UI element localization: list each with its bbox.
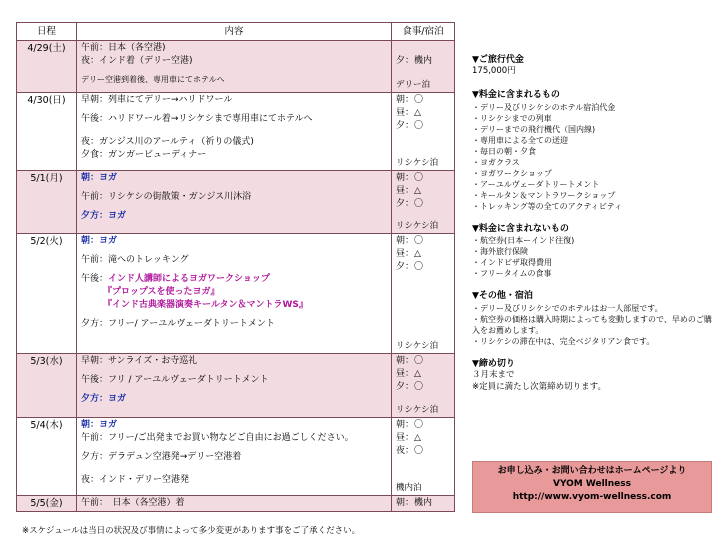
table-row xyxy=(17,41,455,93)
stay-label: デリー泊 xyxy=(396,79,431,90)
info-panel xyxy=(472,54,712,394)
price-heading: ▼ご旅行代金 xyxy=(472,55,524,65)
day-date: 4/29(土) xyxy=(17,41,77,93)
day-meals xyxy=(392,418,455,496)
day-content xyxy=(77,354,392,418)
list-item: ・毎日の朝・夕食 xyxy=(472,146,536,156)
price-value: 175,000円 xyxy=(472,66,516,77)
content-line: 朝：ヨガ xyxy=(81,236,118,246)
content-line: 午前：フリー/ご出発までお買い物などご自由にお過ごしください。 xyxy=(81,433,354,444)
content-line: 夕食：ガンガービューディナー xyxy=(81,150,207,161)
table-row xyxy=(17,93,455,171)
list-item: ・リシケシまでの列車 xyxy=(472,113,552,123)
content-line: 朝：ヨガ xyxy=(81,420,118,430)
day-date: 5/2(火) xyxy=(17,234,77,354)
content-line: 午前： 日本（各空港）着 xyxy=(81,498,185,508)
stay-label: リシケシ泊 xyxy=(396,157,439,168)
content-line: 午前：日本（各空港) xyxy=(81,43,166,53)
content-line: 早朝：サンライズ・お寺巡礼 xyxy=(81,356,198,366)
list-item: ・フリータイムの食事 xyxy=(472,269,552,279)
meal-line: 夕：〇 xyxy=(396,121,424,132)
content-line: 午後：ハリドワール着→リシケシまで専用車にてホテルへ xyxy=(81,114,313,125)
stay-label: リシケシ泊 xyxy=(396,340,439,351)
meal-line: 朝：〇 xyxy=(396,173,424,183)
list-item: ・海外旅行保険 xyxy=(472,247,528,257)
content-highlight: インド人講師によるヨガワークショップ xyxy=(108,274,270,285)
day-date: 5/3(水) xyxy=(17,354,77,418)
deadline-heading: ▼締め切り xyxy=(472,358,515,369)
list-item: ・航空券の価格は購入時期によっても変動しますので、早めのご購入をお薦めします。 xyxy=(472,314,712,335)
day-date: 4/30(日) xyxy=(17,93,77,171)
content-line: 夜：ガンジス川のアールティ（祈りの儀式) xyxy=(81,137,254,148)
header-date: 日程 xyxy=(17,23,77,41)
deadline-line: ※定員に満たし次第締め切ります。 xyxy=(472,382,606,393)
day-content xyxy=(77,171,392,234)
meal-line: 昼：△ xyxy=(396,369,421,380)
list-item: ・リシケシの滞在中は、完全ベジタリアン食です。 xyxy=(472,336,655,346)
day-content xyxy=(77,418,392,496)
meal-line: 夕：機内 xyxy=(396,56,433,66)
day-meals xyxy=(392,41,455,93)
list-item: ・専用車による全ての送迎 xyxy=(472,135,568,145)
meal-line: 昼：△ xyxy=(396,249,421,260)
stay-label: リシケシ泊 xyxy=(396,220,439,231)
content-line: 『インド古典楽器演奏キールタン＆マントラWS』 xyxy=(103,300,308,311)
content-line: デリー空港到着後、専用車にてホテルへ xyxy=(81,75,225,85)
deadline-line: ３月末まで xyxy=(472,370,515,381)
day-date: 5/4(木) xyxy=(17,418,77,496)
meal-line: 夕：〇 xyxy=(396,382,424,393)
meal-line: 昼：△ xyxy=(396,186,421,197)
table-row xyxy=(17,496,455,512)
content-line: 夜：インド・デリー空港発 xyxy=(81,475,190,486)
other-heading: ▼その他・宿泊 xyxy=(472,291,533,302)
included-heading: ▼料金に含まれるもの xyxy=(472,90,560,101)
content-line: 午後：フリ / アーユルヴェーダトリートメント xyxy=(81,375,269,386)
header-meals: 食事/宿泊 xyxy=(392,23,455,41)
workshop-line xyxy=(81,273,387,286)
content-line: 朝：ヨガ xyxy=(81,173,118,183)
list-item: ・ヨガワークショップ xyxy=(472,168,552,178)
list-item: ・デリー及びリシケシでのホテルはお一人部屋です。 xyxy=(472,303,663,313)
day-meals xyxy=(392,171,455,234)
meal-line: 夜：〇 xyxy=(396,446,424,457)
list-item: ・キールタン＆マントラワークショップ xyxy=(472,190,616,200)
day-date: 5/5(金) xyxy=(17,496,77,512)
day-content xyxy=(77,496,392,512)
day-meals xyxy=(392,234,455,354)
day-meals xyxy=(392,93,455,171)
content-line: 夕方：デラデュン空港発→デリー空港着 xyxy=(81,452,242,463)
stay-label: リシケシ泊 xyxy=(396,404,439,415)
day-content xyxy=(77,41,392,93)
meal-line: 朝：〇 xyxy=(396,236,424,246)
list-item: ・トレッキング等の全てのアクティビティ xyxy=(472,201,623,211)
meal-line: 夕：〇 xyxy=(396,199,424,210)
contact-box xyxy=(472,461,712,513)
meal-line: 朝：〇 xyxy=(396,356,424,366)
list-item: ・デリーまでの飛行機代（国内線) xyxy=(472,124,596,134)
day-content xyxy=(77,234,392,354)
meal-line: 昼：△ xyxy=(396,433,421,444)
contact-brand: VYOM Wellness xyxy=(552,479,631,490)
list-item: ・インドビザ取得費用 xyxy=(472,258,552,268)
header-content: 内容 xyxy=(77,23,392,41)
list-item: ・ヨガクラス xyxy=(472,157,520,167)
schedule-table xyxy=(16,22,455,512)
content-prefix: 午後： xyxy=(81,274,109,285)
day-content xyxy=(77,93,392,171)
meal-line: 朝：機内 xyxy=(396,498,433,508)
excluded-heading: ▼料金に含まれないもの xyxy=(472,223,569,234)
contact-url[interactable]: http://www.vyom-wellness.com xyxy=(512,492,672,503)
content-line: 早朝：列車にてデリー→ハリドワール xyxy=(81,95,233,105)
day-meals xyxy=(392,354,455,418)
table-row xyxy=(17,234,455,354)
list-item: ・デリー及びリシケシのホテル宿泊代金 xyxy=(472,102,616,112)
content-line: 夕方：ヨガ xyxy=(81,211,127,222)
day-date: 5/1(月) xyxy=(17,171,77,234)
list-item: ・航空券(日本ーインド往復) xyxy=(472,236,575,246)
meal-line: 昼：△ xyxy=(396,108,421,119)
content-line: 夜：インド着（デリー空港) xyxy=(81,56,193,67)
content-line: 夕方：フリー/ アーユルヴェーダトリートメント xyxy=(81,319,275,330)
contact-line: お申し込み・お問い合わせはホームページより xyxy=(497,466,687,476)
meal-line: 夕：〇 xyxy=(396,262,424,273)
meal-line: 朝：〇 xyxy=(396,420,424,430)
table-row xyxy=(17,171,455,234)
content-line: 夕方：ヨガ xyxy=(81,394,127,405)
day-meals xyxy=(392,496,455,512)
content-line: 午前：滝へのトレッキング xyxy=(81,255,189,266)
stay-label: 機内泊 xyxy=(396,482,422,493)
content-line: 『プロップスを使ったヨガ』 xyxy=(103,287,220,298)
list-item: ・アーユルヴェーダトリートメント xyxy=(472,179,600,189)
table-row xyxy=(17,418,455,496)
schedule-footnote: ※スケジュールは当日の状況及び事情によって多少変更があります事をご了承ください。 xyxy=(22,526,361,536)
meal-line: 朝：〇 xyxy=(396,95,424,105)
content-line: 午前：リシケシの街散策・ガンジス川沐浴 xyxy=(81,192,252,203)
table-row xyxy=(17,354,455,418)
